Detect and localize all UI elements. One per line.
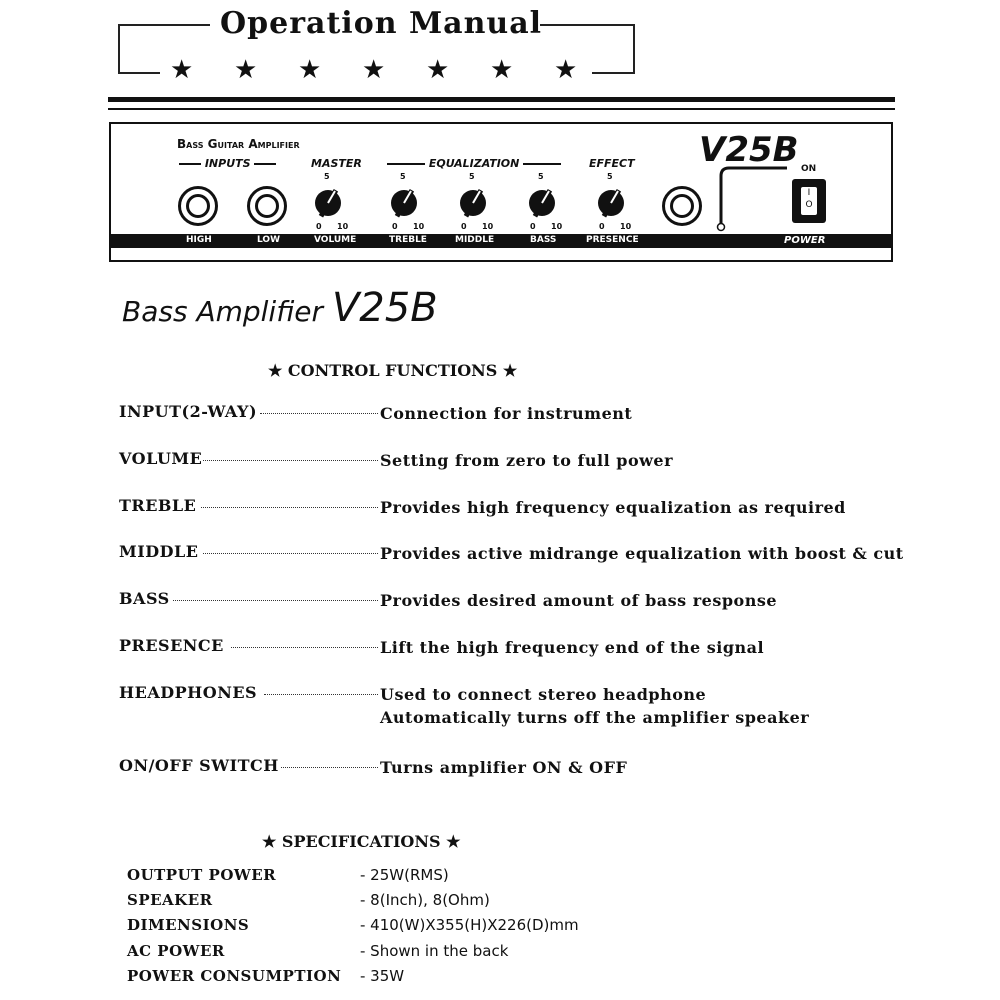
- bass-mark-5: 5: [538, 172, 544, 181]
- spec-key: OUTPUT POWER: [127, 866, 277, 884]
- divider-thin: [108, 108, 895, 110]
- label-middle: MIDDLE: [455, 235, 495, 245]
- star-icon: ★: [490, 55, 514, 85]
- volume-mark-5: 5: [324, 172, 330, 181]
- cf-desc: Provides active midrange equalization with boost & cut: [380, 544, 904, 563]
- leader-dots: [231, 647, 378, 648]
- input-jack-low[interactable]: [247, 186, 287, 226]
- equalization-group-label: [387, 157, 561, 170]
- header-frame-right-top: [540, 24, 635, 26]
- leader-dots: [201, 507, 378, 508]
- inputs-label-text: INPUTS: [204, 157, 251, 170]
- label-treble: TREBLE: [389, 235, 427, 245]
- switch-off-mark: O: [805, 200, 813, 210]
- cf-label: BASS: [119, 589, 170, 608]
- middle-mark-5: 5: [469, 172, 475, 181]
- cf-desc: Provides high frequency equalization as required: [380, 498, 846, 517]
- cf-label: PRESENCE: [119, 636, 224, 655]
- middle-mark-10: 10: [482, 222, 494, 231]
- leader-dots: [264, 694, 378, 695]
- spec-value: - 410(W)X355(H)X226(D)mm: [360, 916, 579, 934]
- spec-key: AC POWER: [127, 942, 225, 960]
- treble-mark-5: 5: [400, 172, 406, 181]
- spec-key: POWER CONSUMPTION: [127, 967, 342, 985]
- presence-mark-0: 0: [599, 222, 605, 231]
- star-icon: ★: [298, 55, 322, 85]
- specifications-heading: ★ SPECIFICATIONS ★: [262, 832, 461, 851]
- cf-label: VOLUME: [119, 449, 203, 468]
- treble-knob[interactable]: [387, 186, 421, 220]
- spec-value: - 25W(RMS): [360, 866, 449, 884]
- star-icon: ★: [554, 55, 578, 85]
- list-item: [119, 683, 909, 731]
- power-switch-rocker[interactable]: [801, 187, 817, 215]
- amp-front-panel: [109, 122, 893, 262]
- product-subtitle: [122, 285, 438, 331]
- treble-mark-10: 10: [413, 222, 425, 231]
- cf-desc-line1: Used to connect stereo headphone: [380, 685, 707, 704]
- leader-dots: [203, 460, 378, 461]
- panel-brand-label: Bass Guitar Amplifier: [177, 137, 300, 151]
- cf-desc: Lift the high frequency end of the signal: [380, 638, 765, 657]
- star-icon: ★: [170, 55, 194, 85]
- volume-mark-10: 10: [337, 222, 349, 231]
- treble-mark-0: 0: [392, 222, 398, 231]
- presence-knob[interactable]: [594, 186, 628, 220]
- effect-group-label: EFFECT: [589, 157, 635, 170]
- switch-on-mark: I: [807, 188, 811, 198]
- star-icon: ★: [234, 55, 258, 85]
- power-switch[interactable]: [792, 179, 826, 223]
- divider-thick: [108, 97, 895, 102]
- leader-dots: [260, 413, 378, 414]
- power-on-label: ON: [801, 164, 817, 174]
- volume-knob[interactable]: [311, 186, 345, 220]
- cf-label: HEADPHONES: [119, 683, 258, 702]
- star-icon: ★: [362, 55, 386, 85]
- master-group-label: MASTER: [311, 157, 362, 170]
- header-frame-left-bottom: [118, 72, 160, 74]
- cf-desc: Connection for instrument: [380, 404, 633, 423]
- label-power: POWER: [784, 235, 826, 246]
- spec-key: DIMENSIONS: [127, 916, 250, 934]
- cf-label: INPUT(2-WAY): [119, 402, 258, 421]
- panel-label-bar: [111, 234, 891, 248]
- bass-mark-0: 0: [530, 222, 536, 231]
- presence-mark-5: 5: [607, 172, 613, 181]
- control-functions-heading: ★ CONTROL FUNCTIONS ★: [268, 361, 518, 380]
- spec-value: - 8(Inch), 8(Ohm): [360, 891, 490, 909]
- cf-label: TREBLE: [119, 496, 197, 515]
- page-title: Operation Manual: [220, 6, 543, 41]
- label-volume: VOLUME: [314, 235, 357, 245]
- label-low: LOW: [257, 235, 280, 245]
- input-jack-high[interactable]: [178, 186, 218, 226]
- label-high: HIGH: [186, 235, 212, 245]
- inputs-group-label: [179, 157, 276, 170]
- middle-knob[interactable]: [456, 186, 490, 220]
- presence-mark-10: 10: [620, 222, 632, 231]
- header-stars: [170, 54, 618, 86]
- cf-label: MIDDLE: [119, 542, 199, 561]
- subtitle-model: V25B: [331, 285, 438, 331]
- spec-value: - Shown in the back: [360, 942, 509, 960]
- cf-desc-line2: Automatically turns off the amplifier speaker: [380, 708, 810, 727]
- bass-knob[interactable]: [525, 186, 559, 220]
- label-bass: BASS: [530, 235, 557, 245]
- cf-desc: Setting from zero to full power: [380, 451, 674, 470]
- middle-mark-0: 0: [461, 222, 467, 231]
- star-icon: ★: [426, 55, 450, 85]
- equalization-label-text: EQUALIZATION: [428, 157, 520, 170]
- leader-dots: [281, 767, 378, 768]
- cf-desc: [380, 683, 809, 729]
- leader-dots: [203, 553, 378, 554]
- power-led-indicator: [715, 162, 795, 232]
- subtitle-text: Bass Amplifier: [122, 295, 324, 328]
- volume-mark-0: 0: [316, 222, 322, 231]
- spec-value: - 35W: [360, 967, 405, 985]
- spec-key: SPEAKER: [127, 891, 213, 909]
- cf-label: ON/OFF SWITCH: [119, 756, 279, 775]
- header-frame-right-vert: [633, 24, 635, 74]
- headphone-jack[interactable]: [662, 186, 702, 226]
- header-frame-left-top: [118, 24, 210, 26]
- leader-dots: [173, 600, 378, 601]
- panel-model-name: V25B: [699, 130, 799, 170]
- bass-mark-10: 10: [551, 222, 563, 231]
- cf-desc: Turns amplifier ON & OFF: [380, 758, 628, 777]
- label-presence: PRESENCE: [586, 235, 639, 245]
- cf-desc: Provides desired amount of bass response: [380, 591, 778, 610]
- header-frame-left-vert: [118, 24, 120, 74]
